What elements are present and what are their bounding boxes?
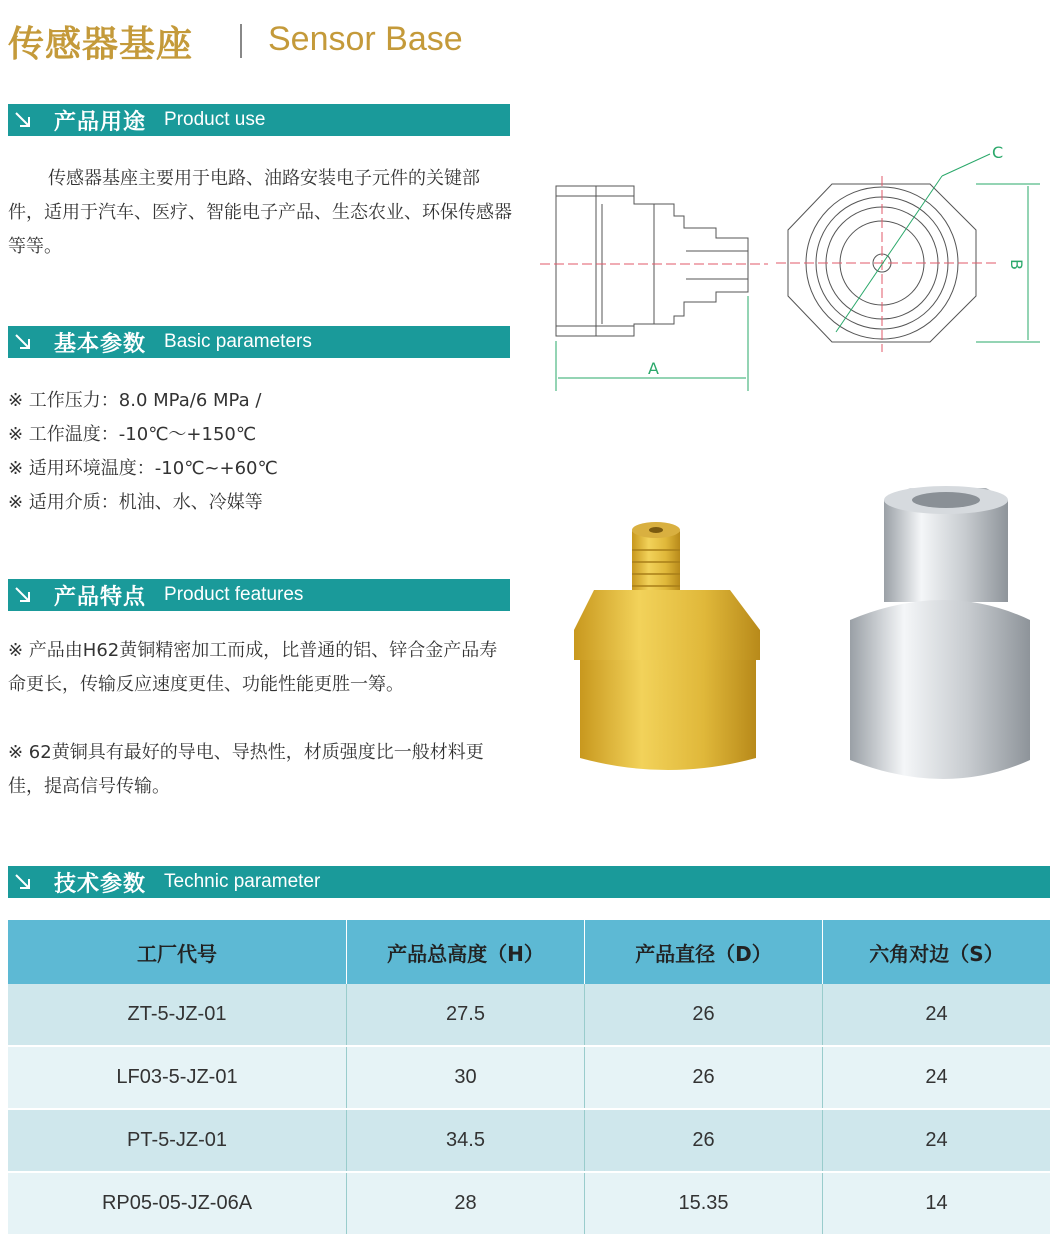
table-cell: 24 (823, 1046, 1051, 1109)
table-header: 六角对边（S） (823, 920, 1051, 984)
section-title-cn: 产品特点 (54, 584, 147, 610)
page-title-en: Sensor Base (268, 20, 463, 58)
table-cell: 27.5 (347, 984, 585, 1046)
section-title-en: Product use (164, 109, 266, 130)
page-title-cn: 传感器基座 (8, 24, 194, 65)
section-title-cn: 基本参数 (54, 331, 147, 357)
dimension-label-c: C (992, 143, 1004, 162)
arrow-down-right-icon (8, 326, 38, 358)
table-row (8, 1109, 1050, 1172)
arrow-down-right-icon (8, 866, 38, 898)
basic-parameters-list (8, 384, 278, 520)
table-cell: 30 (347, 1046, 585, 1109)
table-cell: 24 (823, 984, 1051, 1046)
arrow-down-right-icon (8, 579, 38, 611)
table-cell: 26 (585, 984, 823, 1046)
section-bar-technic-parameter (8, 866, 1050, 898)
section-bar-product-use (8, 104, 510, 136)
table-cell: 15.35 (585, 1172, 823, 1235)
product-use-text: 传感器基座主要用于电路、油路安装电子元件的关键部件，适用于汽车、医疗、智能电子产品、生态农业、环保传感器等等。 (8, 168, 512, 257)
table-cell: 14 (823, 1172, 1051, 1235)
section-bar-product-features (8, 579, 510, 611)
table-cell: 24 (823, 1109, 1051, 1172)
table-cell: ZT-5-JZ-01 (8, 984, 347, 1046)
table-cell: 34.5 (347, 1109, 585, 1172)
dimension-label-a: A (648, 359, 659, 378)
list-item: ※ 工作温度：-10℃～+150℃ (8, 424, 257, 445)
section-title-cn: 技术参数 (54, 871, 147, 897)
table-row (8, 1172, 1050, 1235)
title-divider (240, 24, 242, 58)
product-feature-2: ※ 62黄铜具有最好的导电、导热性，材质强度比一般材料更佳，提高信号传输。 (8, 742, 484, 797)
table-header-row (8, 920, 1050, 984)
list-item: ※ 适用介质：机油、水、冷媒等 (8, 492, 263, 513)
product-feature-1: ※ 产品由H62黄铜精密加工而成，比普通的铝、锌合金产品寿命更长，传输反应速度更佳、功能性能更胜一筹。 (8, 640, 498, 695)
table-cell: 28 (347, 1172, 585, 1235)
section-title-en: Basic parameters (164, 331, 312, 352)
table-cell: 26 (585, 1109, 823, 1172)
table-cell: PT-5-JZ-01 (8, 1109, 347, 1172)
list-item: ※ 适用环境温度：-10℃~+60℃ (8, 458, 278, 479)
list-item: ※ 工作压力：8.0 MPa/6 MPa / (8, 390, 262, 411)
section-title-cn: 产品用途 (54, 109, 147, 135)
dimension-label-b: B (1007, 259, 1026, 270)
section-title-en: Product features (164, 584, 304, 605)
table-row (8, 1046, 1050, 1109)
table-header: 工厂代号 (8, 920, 347, 984)
table-cell: RP05-05-JZ-06A (8, 1172, 347, 1235)
product-photo (560, 480, 1050, 800)
table-cell: LF03-5-JZ-01 (8, 1046, 347, 1109)
technic-parameter-table (8, 920, 1050, 1236)
section-title-en: Technic parameter (164, 871, 321, 892)
table-row (8, 984, 1050, 1046)
table-header: 产品直径（D） (585, 920, 823, 984)
table-cell: 26 (585, 1046, 823, 1109)
technical-drawing (536, 136, 1050, 396)
section-bar-basic-parameters (8, 326, 510, 358)
arrow-down-right-icon (8, 104, 38, 136)
table-header: 产品总高度（H） (347, 920, 585, 984)
